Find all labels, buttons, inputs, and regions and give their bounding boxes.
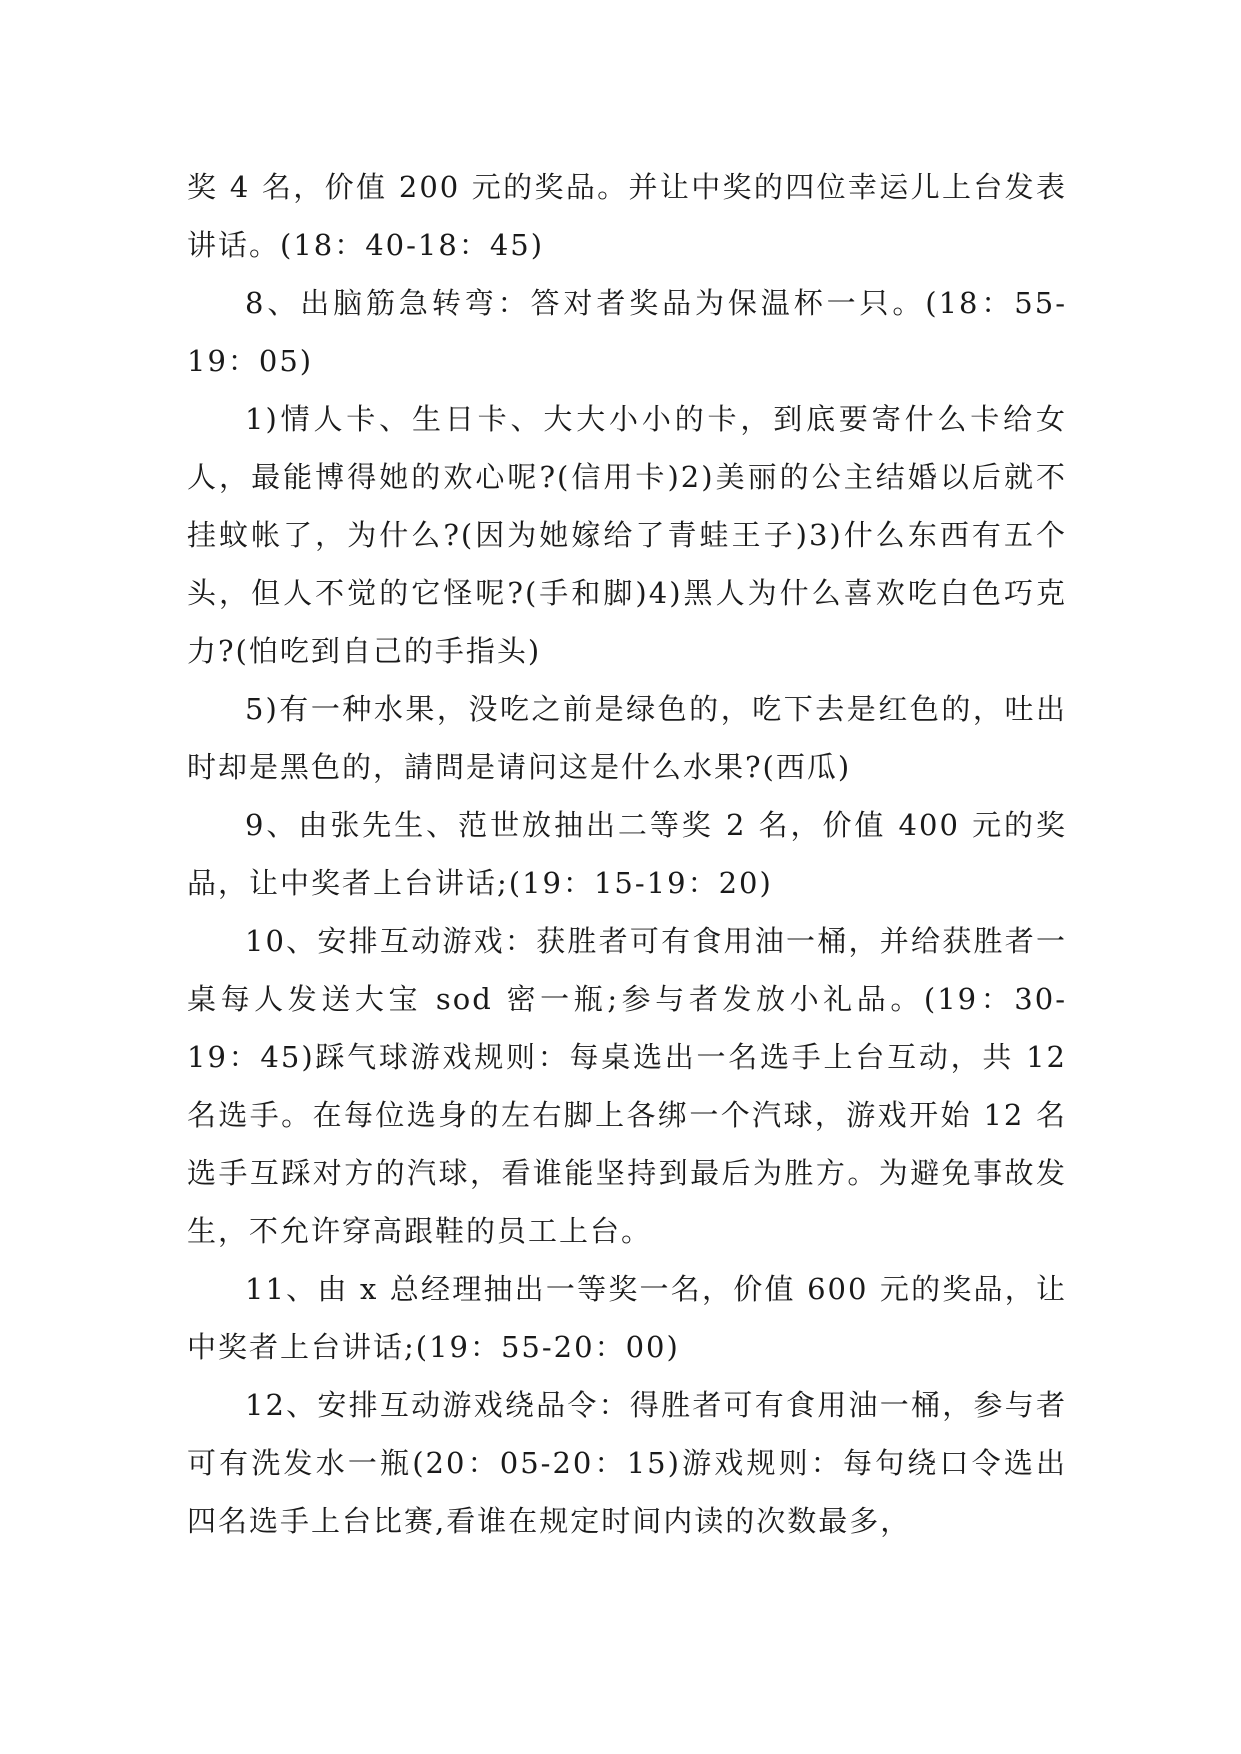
paragraph-item-10: 10、安排互动游戏：获胜者可有食用油一桶，并给获胜者一桌每人发送大宝 sod 密一瓶;参与者发放小礼品。(19：30-19：45)踩气球游戏规则：每桌选出一名选手上台互动，共 12 名选手。在每位选身的左右脚上各绑一个汽球，游戏开始 12 名选手互踩对方的汽球，看谁能坚持到最后为胜方。为避免事故发生，不允许穿高跟鞋的员工上台。 bbox=[187, 924, 1067, 1248]
paragraph-riddles-1-4: 1)情人卡、生日卡、大大小小的卡，到底要寄什么卡给女人，最能博得她的欢心呢?(信用卡)2)美丽的公主结婚以后就不挂蚊帐了，为什么?(因为她嫁给了青蛙王子)3)什么东西有五个头，但人不觉的它怪呢?(手和脚)4)黑人为什么喜欢吃白色巧克力?(怕吃到自己的手指头) bbox=[187, 402, 1067, 668]
paragraph-item-12: 12、安排互动游戏绕品令：得胜者可有食用油一桶，参与者可有洗发水一瓶(20：05-20：15)游戏规则：每句绕口令选出四名选手上台比赛,看谁在规定时间内读的次数最多， bbox=[187, 1388, 1067, 1538]
document-body bbox=[187, 158, 1067, 1550]
paragraph-item-9: 9、由张先生、范世放抽出二等奖 2 名，价值 400 元的奖品，让中奖者上台讲话;(19：15-19：20) bbox=[187, 808, 1067, 900]
paragraph-item-11: 11、由 x 总经理抽出一等奖一名，价值 600 元的奖品，让中奖者上台讲话;(19：55-20：00) bbox=[187, 1272, 1067, 1364]
paragraph-item-8: 8、出脑筋急转弯：答对者奖品为保温杯一只。(18：55-19：05) bbox=[187, 286, 1067, 378]
paragraph-riddle-5: 5)有一种水果，没吃之前是绿色的，吃下去是红色的，吐出时却是黑色的，請問是请问这是什么水果?(西瓜) bbox=[187, 692, 1067, 784]
paragraph-continuation-prize: 奖 4 名，价值 200 元的奖品。并让中奖的四位幸运儿上台发表讲话。(18：40-18：45) bbox=[187, 170, 1067, 262]
